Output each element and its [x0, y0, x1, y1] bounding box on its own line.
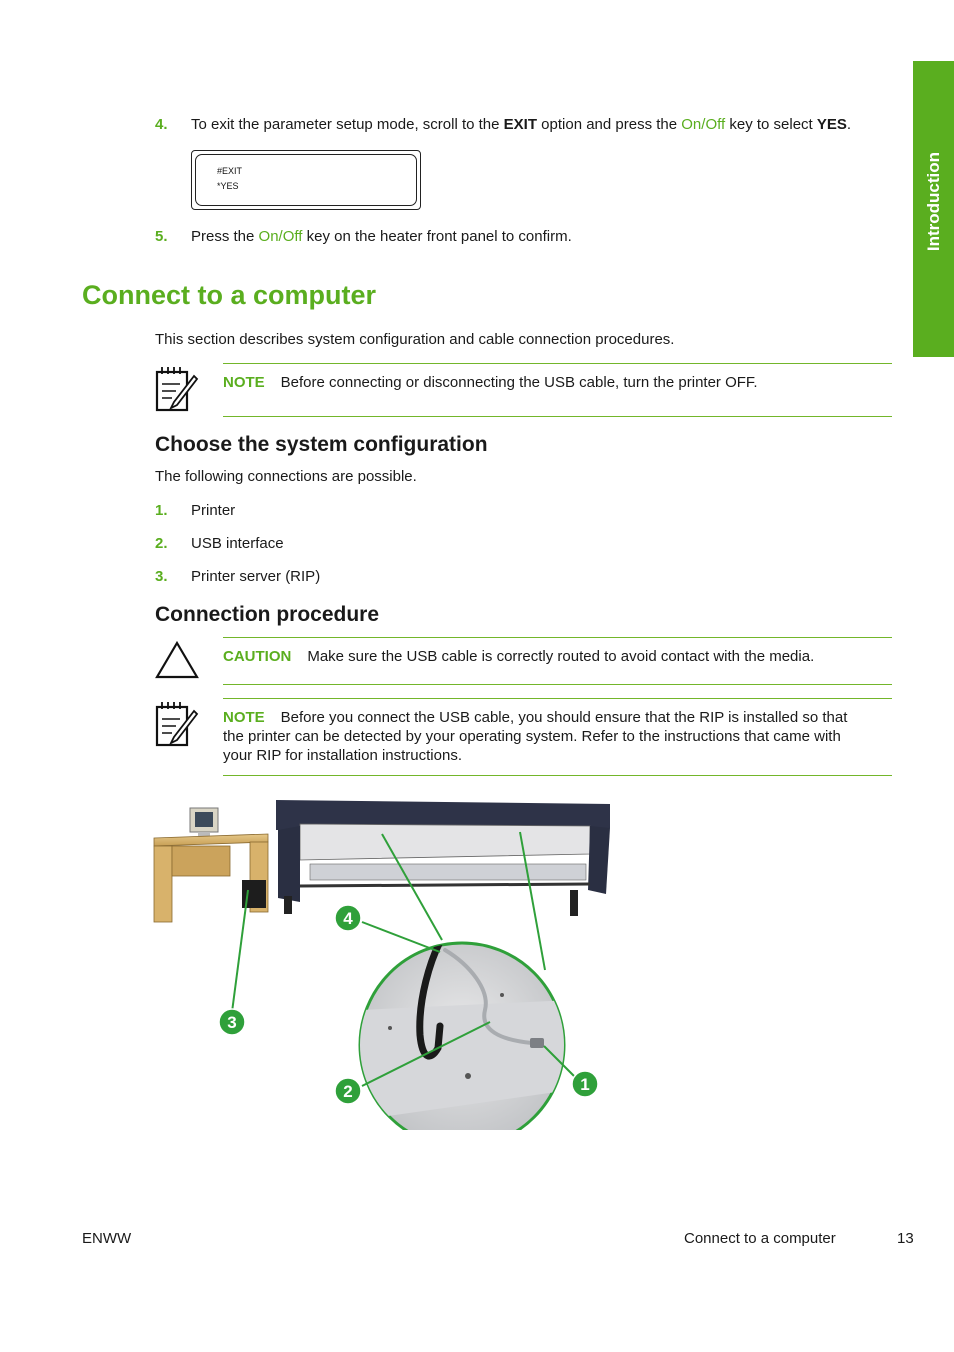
step-4-period: .	[846, 116, 852, 133]
side-tab	[913, 61, 954, 357]
caution-top-rule	[223, 637, 892, 638]
caution-label: CAUTION	[223, 648, 292, 665]
config-item-3-number: 3.	[155, 568, 168, 585]
note-1-bottom-rule	[223, 416, 892, 417]
section-intro: This section describes system configuration and cable connection procedures.	[155, 331, 675, 348]
step-5-text-after: key on the heater front panel to confirm.	[302, 228, 572, 245]
config-item-2-text: USB interface	[191, 535, 284, 552]
note-2-line-2: the printer can be detected by your operating system. Refer to the instructions that came with	[223, 728, 841, 745]
callout-1	[572, 1071, 598, 1097]
note-2-top-rule	[223, 698, 892, 699]
callout-2	[335, 1078, 361, 1104]
callout-2-label: 2	[343, 1082, 353, 1101]
callout-4-leader	[362, 922, 440, 952]
lcd-display-inner	[195, 154, 417, 206]
step-4-text-mid: option and press the	[537, 116, 682, 133]
step-4-text	[191, 115, 851, 134]
callout-3	[219, 1009, 245, 1035]
step-4-text-before: To exit the parameter setup mode, scroll to the	[191, 116, 504, 133]
note-2-text-1: Before you connect the USB cable, you should ensure that the RIP is installed so that	[280, 709, 848, 726]
note-2-bottom-rule	[223, 775, 892, 776]
step-4-yes-word: YES	[816, 116, 847, 133]
config-intro: The following connections are possible.	[155, 468, 417, 485]
step-5-text	[191, 227, 572, 246]
caution-icon	[154, 640, 200, 680]
caution-bottom-rule	[223, 684, 892, 685]
footer-section: Connect to a computer	[684, 1230, 836, 1247]
step-5-text-before: Press the	[191, 228, 259, 245]
note-icon	[154, 364, 200, 414]
procedure-heading: Connection procedure	[155, 603, 380, 626]
step-4-text-after: key to select	[725, 116, 817, 133]
connection-illustration	[150, 790, 615, 1130]
lcd-display	[191, 150, 421, 210]
lcd-line-2: *YES	[217, 181, 239, 191]
page-title: Connect to a computer	[82, 280, 377, 310]
step-4-number: 4.	[155, 116, 168, 133]
callout-4-label: 4	[343, 909, 353, 928]
step-5-key-label: On/Off	[258, 228, 303, 245]
note-2-line-3: your RIP for installation instructions.	[223, 747, 462, 764]
footer-page-number: 13	[897, 1230, 914, 1247]
side-tab-label: Introduction	[924, 152, 943, 252]
config-item-2-number: 2.	[155, 535, 168, 552]
footer-left: ENWW	[82, 1230, 132, 1247]
note-icon	[154, 699, 200, 749]
printer	[276, 800, 610, 916]
callout-3-label: 3	[227, 1013, 237, 1032]
config-item-3-text: Printer server (RIP)	[191, 568, 321, 585]
config-item-1-text: Printer	[191, 502, 236, 519]
config-heading: Choose the system configuration	[155, 433, 488, 456]
callout-4	[335, 905, 361, 931]
note-1-label: NOTE	[223, 374, 265, 391]
step-5-number: 5.	[155, 228, 168, 245]
note-2-line-1	[223, 708, 847, 727]
note-1-text: Before connecting or disconnecting the USB cable, turn the printer OFF.	[280, 374, 758, 391]
callout-1-label: 1	[580, 1075, 590, 1094]
desk-computer	[154, 808, 268, 922]
note-1-top-rule	[223, 363, 892, 364]
caution-text: Make sure the USB cable is correctly routed to avoid contact with the media.	[307, 648, 815, 665]
lcd-line-1: #EXIT	[217, 166, 243, 176]
note-1	[223, 373, 758, 392]
callout-3-leader	[232, 890, 248, 1012]
note-2-label: NOTE	[223, 709, 265, 726]
step-4-key-label: On/Off	[681, 116, 726, 133]
step-4-exit-word: EXIT	[503, 116, 537, 133]
caution	[223, 647, 814, 666]
config-item-1-number: 1.	[155, 502, 168, 519]
